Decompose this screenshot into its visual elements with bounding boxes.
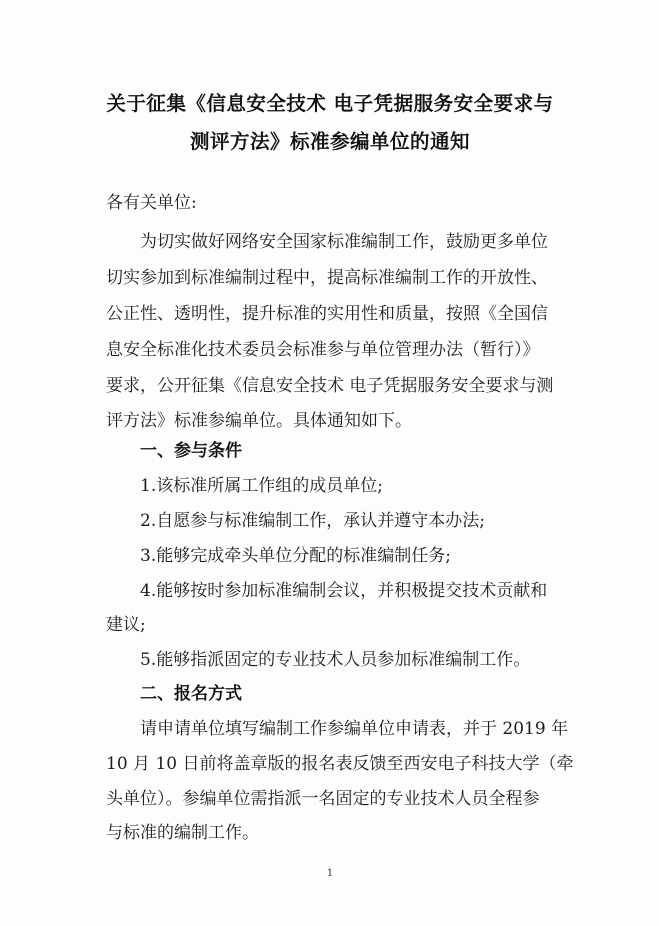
document-title-line-1: 关于征集《信息安全技术 电子凭据服务安全要求与 (106, 92, 554, 115)
condition-item: 5.能够指派固定的专业技术人员参加标准编制工作。 (140, 650, 531, 670)
condition-item: 3.能够完成牵头单位分配的标准编制任务; (140, 546, 451, 566)
intro-line: 为切实做好网络安全国家标准编制工作，鼓励更多单位 (140, 232, 548, 252)
intro-line: 评方法》标准参编单位。具体通知如下。 (106, 411, 412, 431)
registration-line: 请申请单位填写编制工作参编单位申请表，并于 2019 年 (140, 719, 569, 739)
document-title-line-2: 测评方法》标准参编单位的通知 (189, 130, 470, 153)
intro-line: 切实参加到标准编制过程中，提高标准编制工作的开放性、 (106, 268, 548, 288)
condition-item: 4.能够按时参加标准编制会议，并积极提交技术贡献和 (140, 581, 548, 601)
page-number: 1 (326, 868, 334, 879)
intro-line: 公正性、透明性，提升标准的实用性和质量，按照《全国信 (106, 304, 548, 324)
section-1-heading: 一、参与条件 (140, 441, 242, 461)
condition-item: 建议; (106, 615, 146, 635)
registration-line: 与标准的编制工作。 (106, 823, 259, 843)
salutation: 各有关单位: (106, 193, 197, 213)
intro-line: 要求，公开征集《信息安全技术 电子凭据服务安全要求与测 (106, 376, 554, 396)
condition-item: 1.该标准所属工作组的成员单位; (140, 476, 383, 496)
condition-item: 2.自愿参与标准编制工作，承认并遵守本办法; (140, 511, 485, 531)
intro-line: 息安全标准化技术委员会标准参与单位管理办法（暂行）》 (106, 340, 540, 360)
registration-line: 头单位）。参编单位需指派一名固定的专业技术人员全程参 (106, 789, 540, 809)
section-2-heading: 二、报名方式 (140, 684, 242, 704)
registration-line: 10 月 10 日前将盖章版的报名表反馈至西安电子科技大学（牵 (106, 754, 574, 774)
